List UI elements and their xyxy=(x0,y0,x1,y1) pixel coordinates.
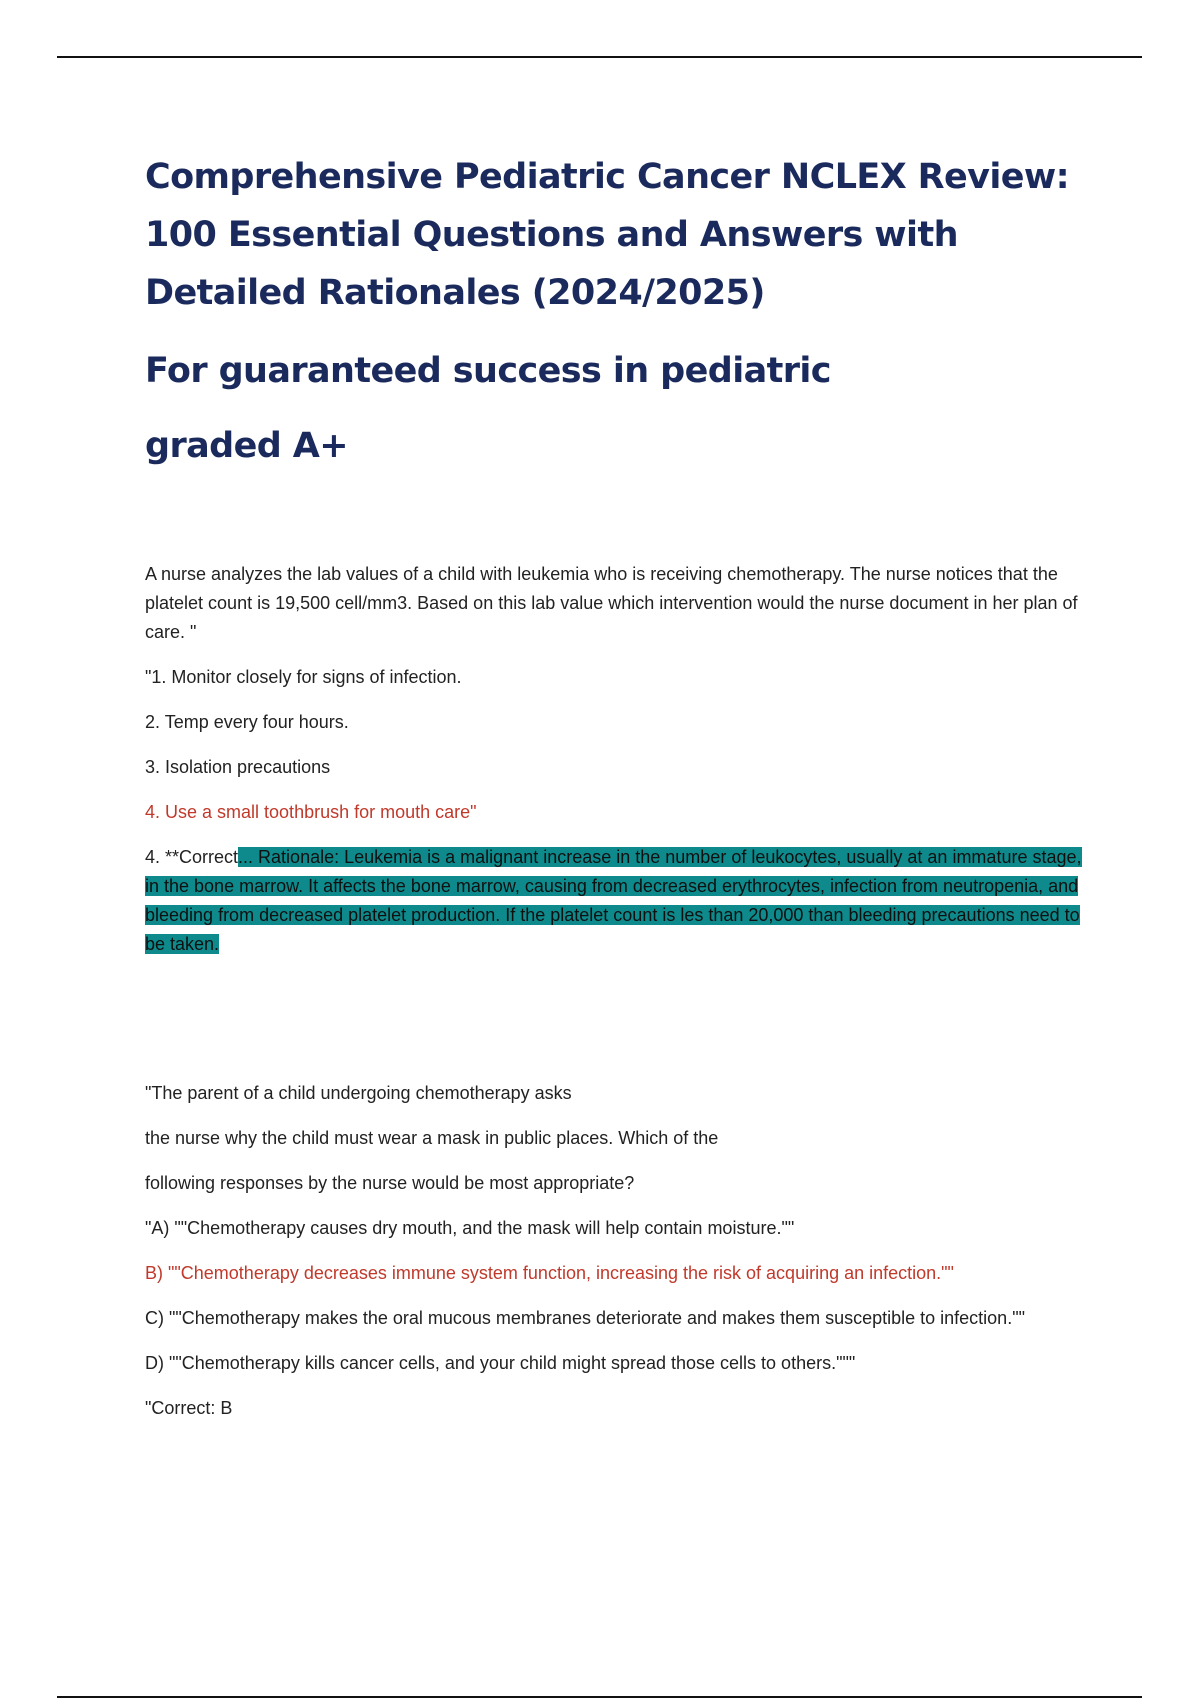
question-2-option-b-correct: B) ""Chemotherapy decreases immune system function, increasing the risk of acquiring an infection."" xyxy=(145,1263,954,1283)
question-2-stem-line-3: following responses by the nurse would be most appropriate? xyxy=(145,1173,635,1193)
subtitle-line-2: graded A+ xyxy=(145,426,348,466)
question-2-stem-line-2: the nurse why the child must wear a mask in public places. Which of the xyxy=(145,1128,719,1148)
question-2-stem-line-1: "The parent of a child undergoing chemotherapy asks xyxy=(145,1083,572,1103)
document-body xyxy=(145,148,1085,1423)
question-1-option-3: 3. Isolation precautions xyxy=(145,757,331,777)
answer-prefix: 4. **Correct xyxy=(145,847,239,867)
rationale-highlight: ... Rationale: Leukemia is a malignant increase in the number of leukocytes, usually at an immature stage, in the bone marrow. It affects the bone marrow, causing from decreased erythrocytes, infection from neutropenia, and bleeding from decreased platelet production. If the platelet count is les than 20,000 than bleeding precautions need to be taken. xyxy=(145,847,1082,954)
document-subtitle xyxy=(145,334,1085,484)
question-2-option-c: C) ""Chemotherapy makes the oral mucous membranes deteriorate and makes them susceptible to infection."" xyxy=(145,1308,1025,1328)
question-2-option-d: D) ""Chemotherapy kills cancer cells, and your child might spread those cells to others.""" xyxy=(145,1353,856,1373)
top-rule xyxy=(57,56,1142,58)
question-2-answer: "Correct: B xyxy=(145,1398,233,1418)
question-1-option-1: "1. Monitor closely for signs of infection. xyxy=(145,667,462,687)
document-title: Comprehensive Pediatric Cancer NCLEX Review: 100 Essential Questions and Answers with Detailed Rationales (2024/2025) xyxy=(145,157,1070,313)
question-1 xyxy=(145,560,1085,959)
question-2-option-a: "A) ""Chemotherapy causes dry mouth, and the mask will help contain moisture."" xyxy=(145,1218,795,1238)
question-1-answer xyxy=(145,843,1085,959)
question-1-option-2: 2. Temp every four hours. xyxy=(145,712,349,732)
subtitle-line-1: For guaranteed success in pediatric xyxy=(145,351,831,391)
question-2 xyxy=(145,1079,1085,1423)
bottom-rule xyxy=(57,1696,1142,1698)
question-1-option-4-correct: 4. Use a small toothbrush for mouth care" xyxy=(145,802,477,822)
question-1-stem: A nurse analyzes the lab values of a child with leukemia who is receiving chemotherapy. The nurse notices that the platelet count is 19,500 cell/mm3. Based on this lab value which intervention would the nurse document in her plan of care. " xyxy=(145,564,1078,642)
